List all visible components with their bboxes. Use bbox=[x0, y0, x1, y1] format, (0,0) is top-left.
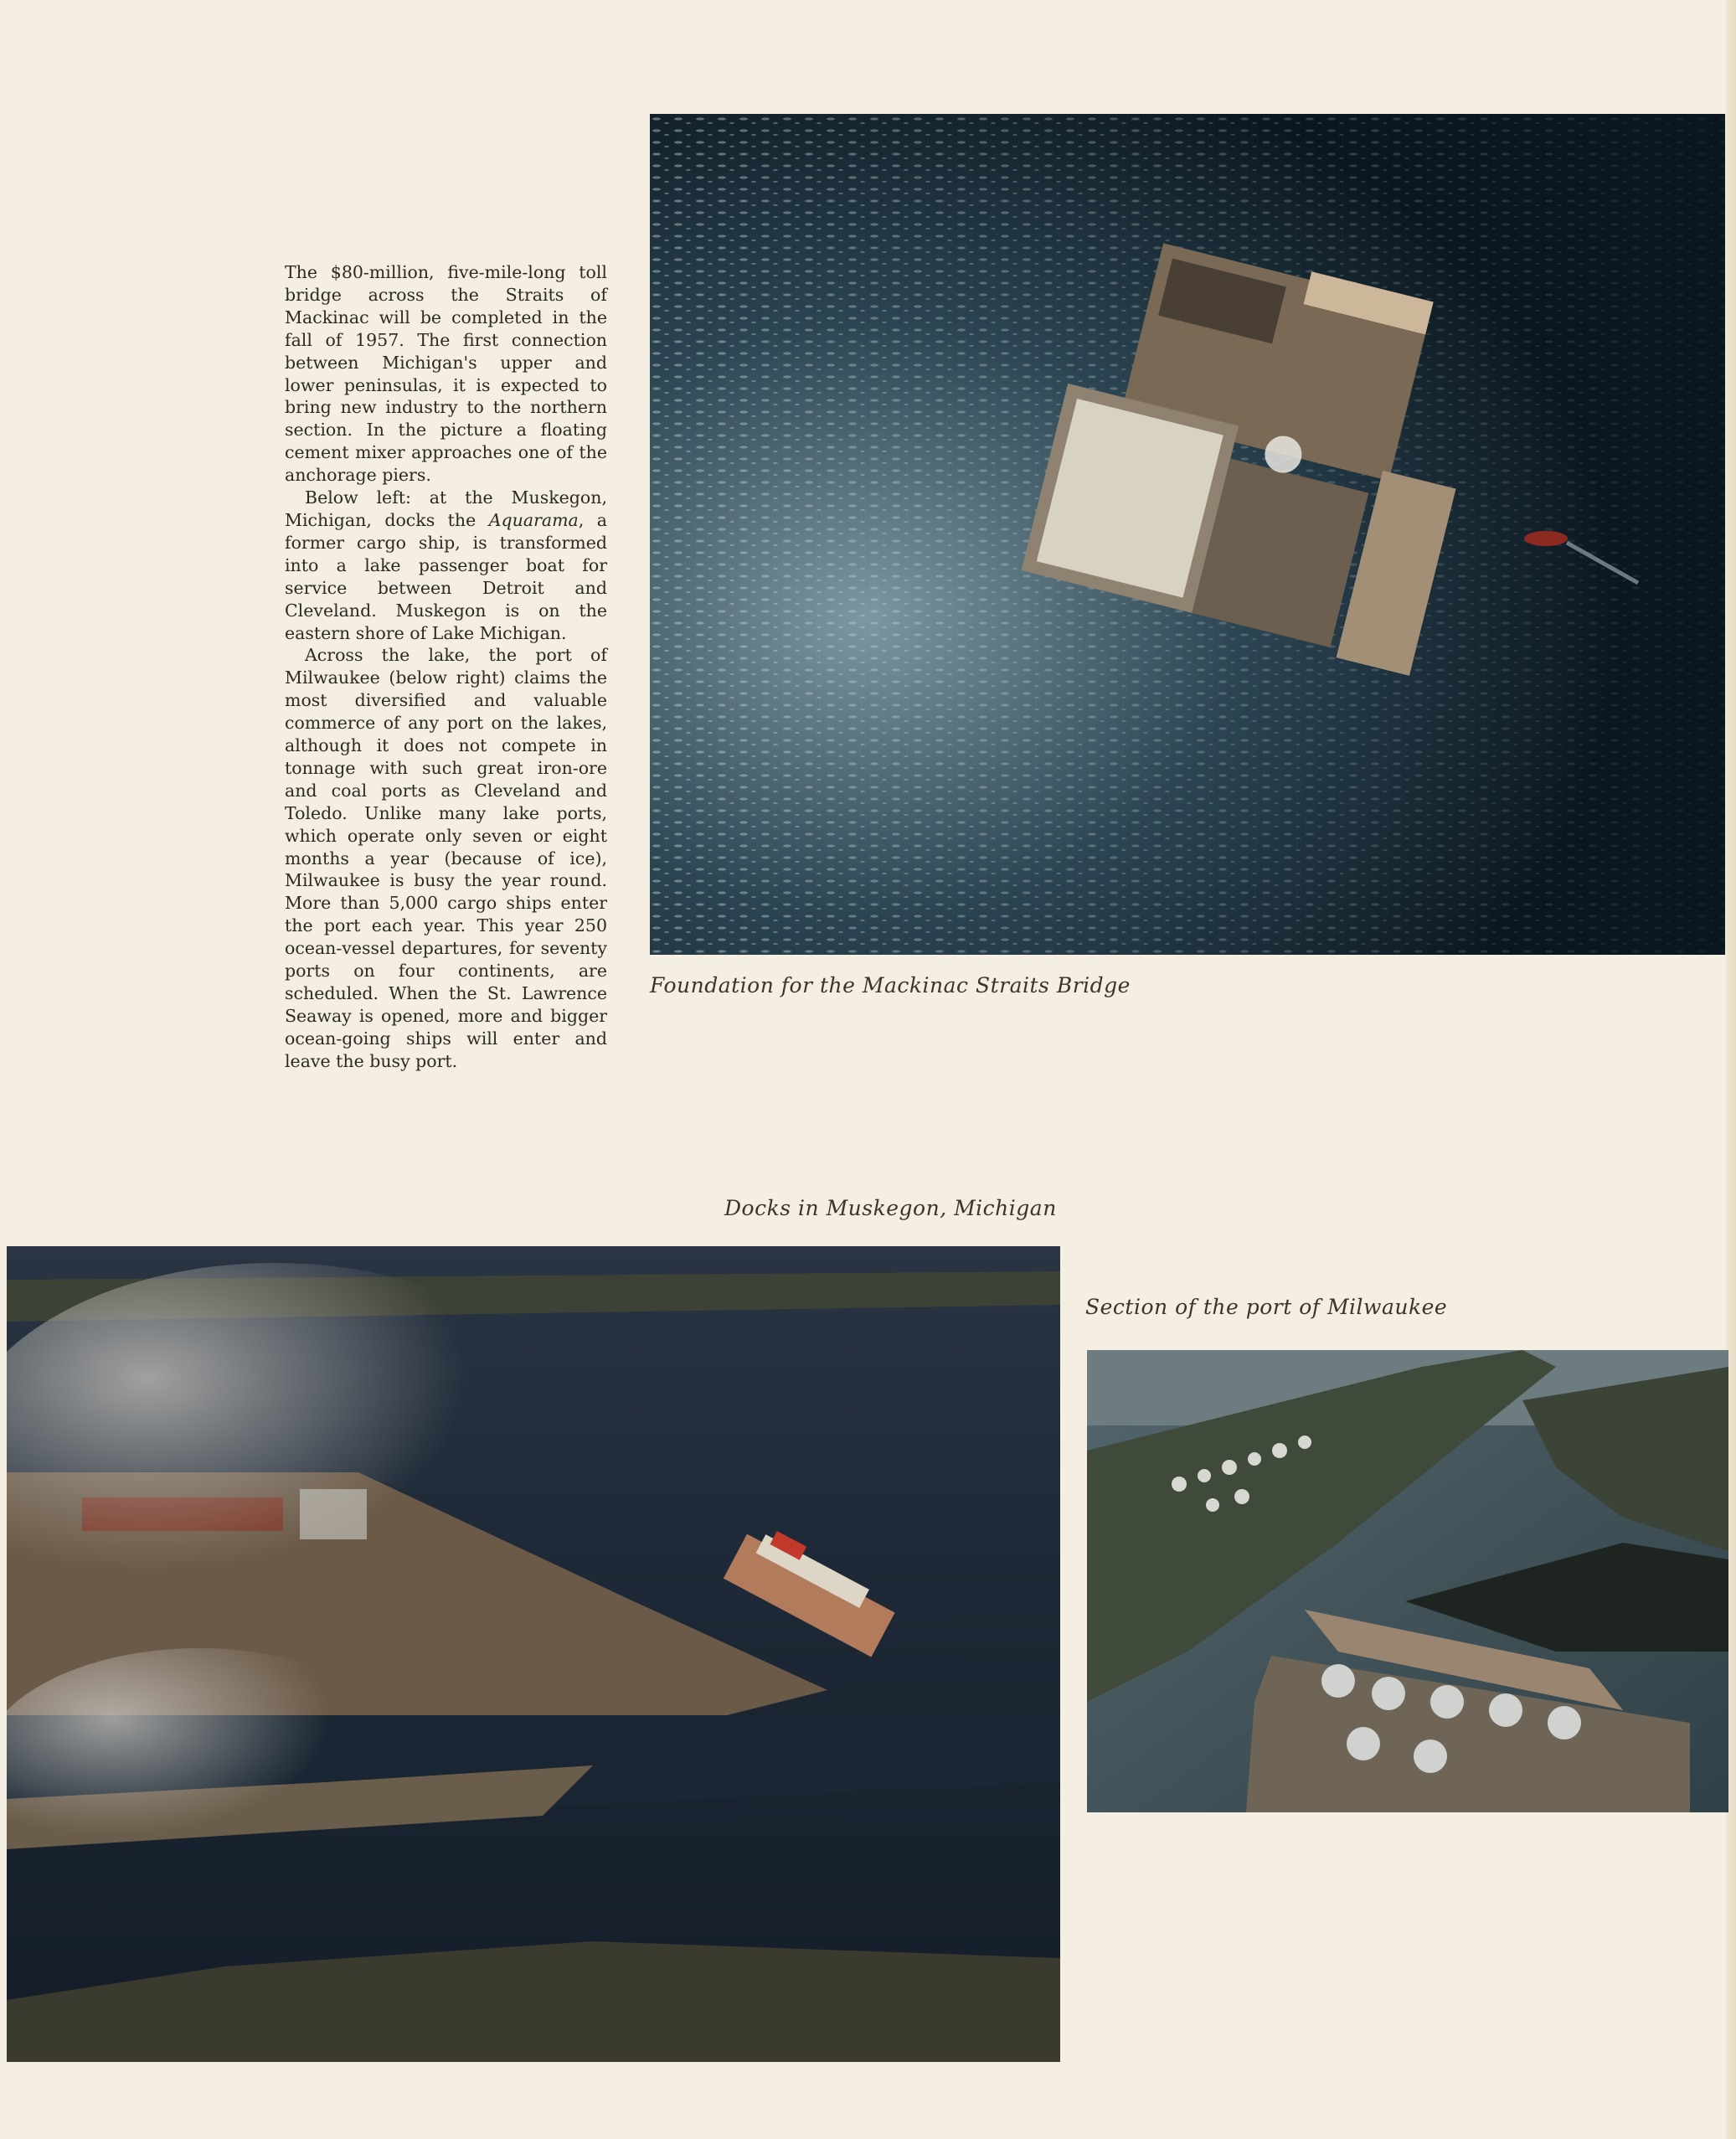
caption-milwaukee: Section of the port of Milwaukee bbox=[1085, 1295, 1448, 1319]
photo-mackinac-foundation bbox=[650, 114, 1725, 955]
ship-name: Aquarama bbox=[488, 509, 579, 530]
article-paragraph-1: The $80-million, five-mile-long toll bridge across the Straits of Mackinac will be completed in the fall of 1957. The first connection between Michigan's upper and lower peninsulas, it is expected to bring new industry to the northern section. In the picture a floating cement mixer approaches one of the anchorage piers. bbox=[285, 262, 607, 486]
article-text bbox=[285, 261, 607, 1073]
caption-muskegon: Docks in Muskegon, Michigan bbox=[724, 1196, 1057, 1220]
article-paragraph-2 bbox=[285, 487, 607, 644]
photo-milwaukee-port bbox=[1087, 1350, 1728, 1812]
article-paragraph-3: Across the lake, the port of Milwaukee (below right) claims the most diversified and valuable commerce of any port on the lakes, although it does not compete in tonnage with such great iron-ore and coal ports as Cleveland and Toledo. Unlike many lake ports, which operate only seven or eight months a year (because of ice), Milwaukee is busy the year round. More than 5,000 cargo ships enter the port each year. This year 250 ocean-vessel departures, for seventy ports on four continents, are scheduled. When the St. Lawrence Seaway is opened, more and bigger ocean-going ships will enter and leave the busy port. bbox=[285, 645, 607, 1071]
article-paragraph-2-start: Below left: at the Muskegon, Michigan, docks the bbox=[285, 487, 607, 530]
page-edge bbox=[1726, 0, 1736, 2139]
article-paragraph-2-end: , a former cargo ship, is transformed into a lake passenger boat for service between Detroit and Cleveland. Muskegon is on the eastern shore of Lake Michigan. bbox=[285, 509, 607, 643]
caption-mackinac: Foundation for the Mackinac Straits Bridge bbox=[650, 973, 1131, 997]
photo-muskegon-docks bbox=[7, 1246, 1060, 2062]
